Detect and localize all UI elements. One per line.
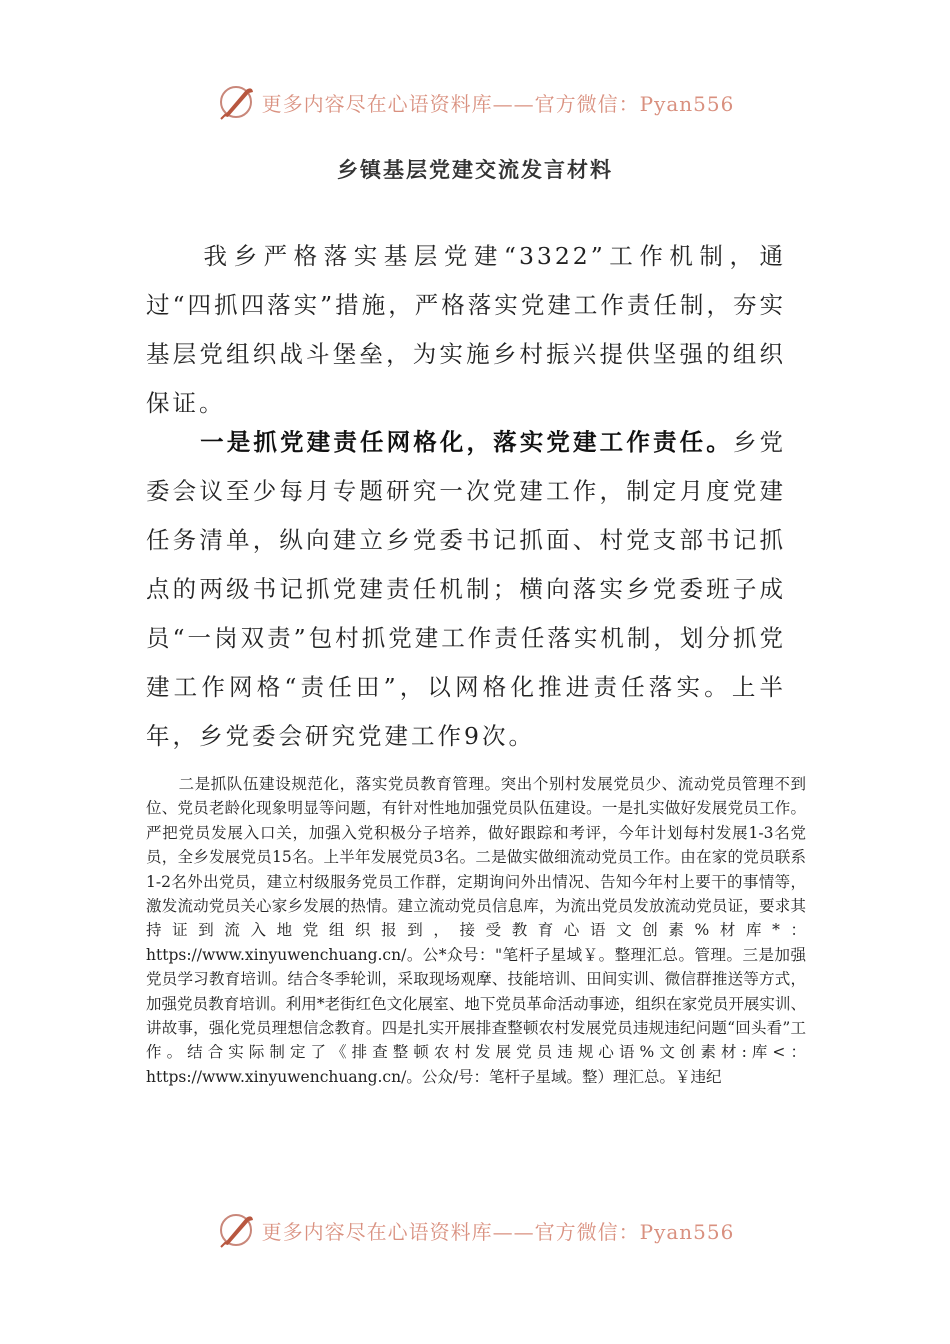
section1-lead: 一是抓党建责任网格化，落实党建工作责任。	[200, 428, 733, 456]
section2-text: 二是抓队伍建设规范化，落实党员教育管理。突出个别村发展党员少、流动党员管理不到位、党员老龄化现象明显等问题，有针对性地加强党员队伍建设。一是扎实做好发展党员工作。严把党员发展入口关，加强入党积极分子培养，做好跟踪和考评，今年计划每村发展1-3名党员，全乡发展党员15名。上半年发展党员3名。二是做实做细流动党员工作。由在家的党员联系1-2名外出党员，建立村级服务党员工作群，定期询问外出情况、告知今年村上要干的事情等，激发流动党员关心家乡发展的热情。建立流动党员信息库，为流出党员发放流动党员证，要求其持证到流入地党组织报到，接受教育心语文创素%材库*：https://www.xinyuwenchuang.cn/。公*众号："笔杆子星域￥。整理汇总。管理。三是加强党员学习教育培训。结合冬季轮训，采取现场观摩、技能培训、田间实训、微信群推送等方式，加强党员教育培训。利用*老街红色文化展室、地下党员革命活动事迹，组织在家党员开展实训、讲故事，强化党员理想信念教育。四是扎实开展排查整顿农村发展党员违规违纪问题“回头看”工作。结合实际制定了《排查整顿农村发展党员违规心语%文创素材:库<：https://www.xinyuwenchuang.cn/。公众/号：笔杆子星域。整）理汇总。￥违纪	[146, 775, 806, 1086]
document-title: 乡镇基层党建交流发言材料	[337, 157, 613, 182]
watermark-text: 更多内容尽在心语资料库——官方微信：Pyan556	[261, 1219, 735, 1244]
quill-pen-circle-icon	[216, 1210, 256, 1250]
watermark-text: 更多内容尽在心语资料库——官方微信：Pyan556	[261, 91, 735, 116]
header-watermark-banner	[0, 80, 950, 124]
section2-paragraph	[146, 772, 806, 1089]
section1-body: 乡党委会议至少每月专题研究一次党建工作，制定月度党建任务清单，纵向建立乡党委书记抓面、村党支部书记抓点的两级书记抓党建责任机制；横向落实乡党委班子成员“一岗双责”包村抓党建工作责任落实机制，划分抓党建工作网格“责任田”，以网格化推进责任落实。上半年，乡党委会研究党建工作9次。	[146, 428, 787, 750]
intro-text: 我乡严格落实基层党建“3322”工作机制，通过“四抓四落实”措施，严格落实党建工作责任制，夯实基层党组织战斗堡垒，为实施乡村振兴提供坚强的组织保证。	[146, 242, 786, 417]
quill-pen-circle-icon	[216, 82, 256, 122]
intro-paragraph	[146, 232, 786, 428]
section1-paragraph	[146, 418, 786, 761]
footer-watermark-banner	[0, 1208, 950, 1252]
